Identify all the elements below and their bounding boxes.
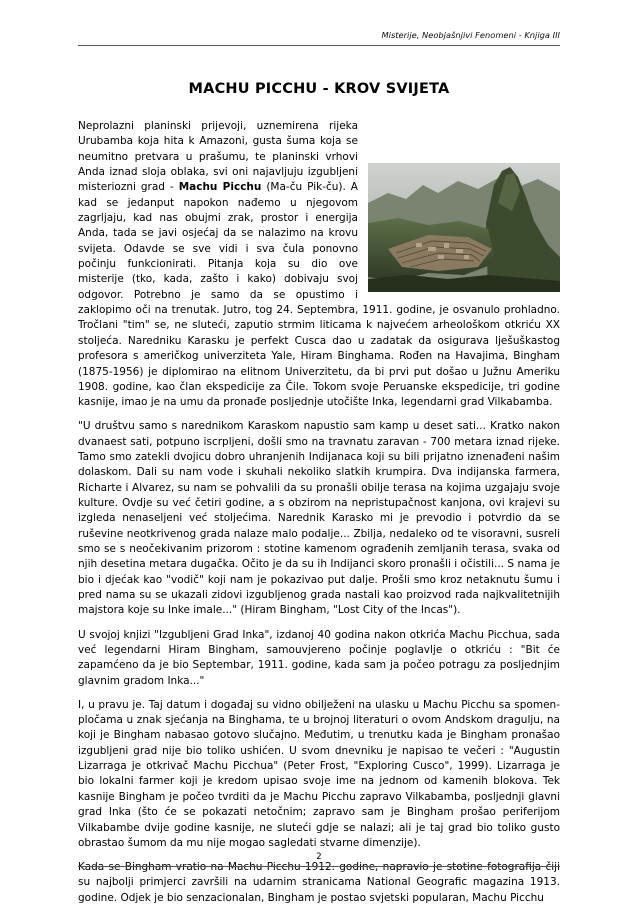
footer-rule <box>78 866 560 867</box>
page-number: 2 <box>316 852 322 862</box>
article-title: MACHU PICCHU - KROV SVIJETA <box>188 81 450 97</box>
paragraph-3: U svojoj knjizi "Izgubljeni Grad Inka", izdanoj 40 godina nakon otkrića Machu Picchua, sada već legendarni Hiram Bingham, samouvjereno počinje poglavlje o otkriću : "Bit će zapamćeno da je bio Septembar, 1911. godine, kada sam ja počeo potragu za posljednjim glavnim gradom Inka..." <box>78 628 560 687</box>
running-header: Misterije, Neobjašnjivi Fenomeni - Knjiga III <box>381 30 560 40</box>
paragraph-2: "U društvu samo s narednikom Karaskom napustio sam kamp u deset sati... Kratko nakon dvanaest sati, potpuno iscrpljeni, došli smo na travnatu zaravan - 700 metara iznad rijeke. Tamo smo zatekli dvojicu dobro uhranjenih Indijanaca koji su bili prijatno iznenađeni našim dolaskom. Dali su nam vode i skuhali nekoliko slatkih krumpira. Dva indijanska farmera, Richarte i Alvarez, su nam se pohvalili da su pronašli obilje terasa na kojima uzgajaju svoje kulture. Ovdje su već četiri godine, a s obzirom na nepristupačnost kanjona, ovi krajevi su izgleda nenaseljeni već stoljećima. Narednik Karasko mi je prevodio i potvrdio da se ruševine neotkrivenog grada nalaze malo podalje... Zbilja, nedaleko od te visoravni, susreli smo se s neočekivanim prizorom : stotine kamenom ograđenih zemljanih terasa, svaka od njih desetina metara dugačka. Očito je da su ih Indijanci skoro pronašli i očistili... S nama je bio i djećak kao "vodič" koji nam je pokazivao put dalje. Prošli smo kroz netaknutu šumu i pred nama su se ukazali zidovi izgubljenog grada nastali kao proizvod rada najkvalitetnijih majstora koje su Inke imale..." (Hiram Bingham, "Lost City of the Incas"). <box>78 420 560 617</box>
paragraph-4: I, u pravu je. Taj datum i događaj su vidno obilježeni na ulasku u Machu Picchu sa spomen-pločama u znak sjećanja na Binghama, te u brojnoj literaturi o ovom Andskom dragulju, na koji je Bingham nabasao gotovo slučajno. Međutim, u trenutku kada je Bingham pronašao izgubljeni grad nije bio toliko ushićen. U svom dnevniku je napisao te večeri : "Augustin Lizarraga je otkrivač Machu Picchua" (Peter Frost, "Exploring Cusco", 1999). Lizarraga je bio lokalni farmer koji je kredom upisao svoje ime na jednom od kamenih blokova. Tek kasnije Bingham je počeo tvrditi da je Machu Picchu zapravo Vilkabamba, posljednji glavni grad Inka (što će se pokazati netočnim; zapravo sam je Bingham prošao periferijom Vilkabambe dvije godine kasnije, ne sluteći gdje se nalazi; ali je taj grad bio toliko gusto obrastao šumom da mu nije mogao sagledati stvarne dimenzije). <box>78 698 560 849</box>
machu-picchu-bold: Machu Picchu <box>178 181 262 194</box>
paragraph-5: Kada se Bingham vratio na Machu Picchu 1912. godine, napravio je stotine fotografija čiji su najbolji primjerci završili na udarnim stranicama National Geografic magazina 1913. godine. Odjek je bio senzacionalan, Bingham je postao svjetski popularan, Machu Picchu <box>78 861 560 904</box>
machu-picchu-photo <box>368 163 560 292</box>
article-body <box>78 119 560 915</box>
header-rule <box>78 45 560 46</box>
paragraph-1 <box>78 119 560 411</box>
paragraph-1-text-a: Neprolazni planinski prijevoji, uznemirena rijeka Urubamba koja hita k Amazoni, gusta šuma koja se neumitno pretvara u prašumu, te planinski vrhovi Anda iznad sloja oblaka, svi oni najavljuju izgubljeni misteriozni grad - <box>78 120 358 194</box>
paragraph-1-text-b: (Ma-ču Pik-ču). A kad se jedanput napokon nađemo u njegovom zagrljaju, kad nas obujmi zrak, prostor i energija Anda, tada se javi osjećaj da se nalazimo na krovu svijeta. Odavde se sve vidi i sva čula ponovno počinju funkcionirati. Pitanja koja su dio ove misterije (tko, kada, zašto i kako) dobivaju svoj odgovor. Potrebno je samo da se opustimo i zaklopimo oči na trenutak. Jutro, tog 24. Septembra, 1911. godine, je osvanulo prohladno. Tročlani "tim" se, ne sluteći, zaputio strmim liticama k najvećem arheološkom otkriću XX stoljeća. Naredniku Karasku je perfekt Cusca dao u zadatak da osigurava lješuškastog profesora s američkog univerziteta Yale, Hiram Binghama. Rođen na Havajima, Bingham (1875-1956) je diplomirao na elitnom Univerzitetu, da bi prvi put došao u Južnu Ameriku 1908. godine, kao član ekspedicije za Čile. Tokom svoje Peruanske ekspedicije, tri godine kasnije, imao je na umu da pronađe posljednje utočište Inka, legendarni grad Vilkabamba. <box>78 181 560 409</box>
